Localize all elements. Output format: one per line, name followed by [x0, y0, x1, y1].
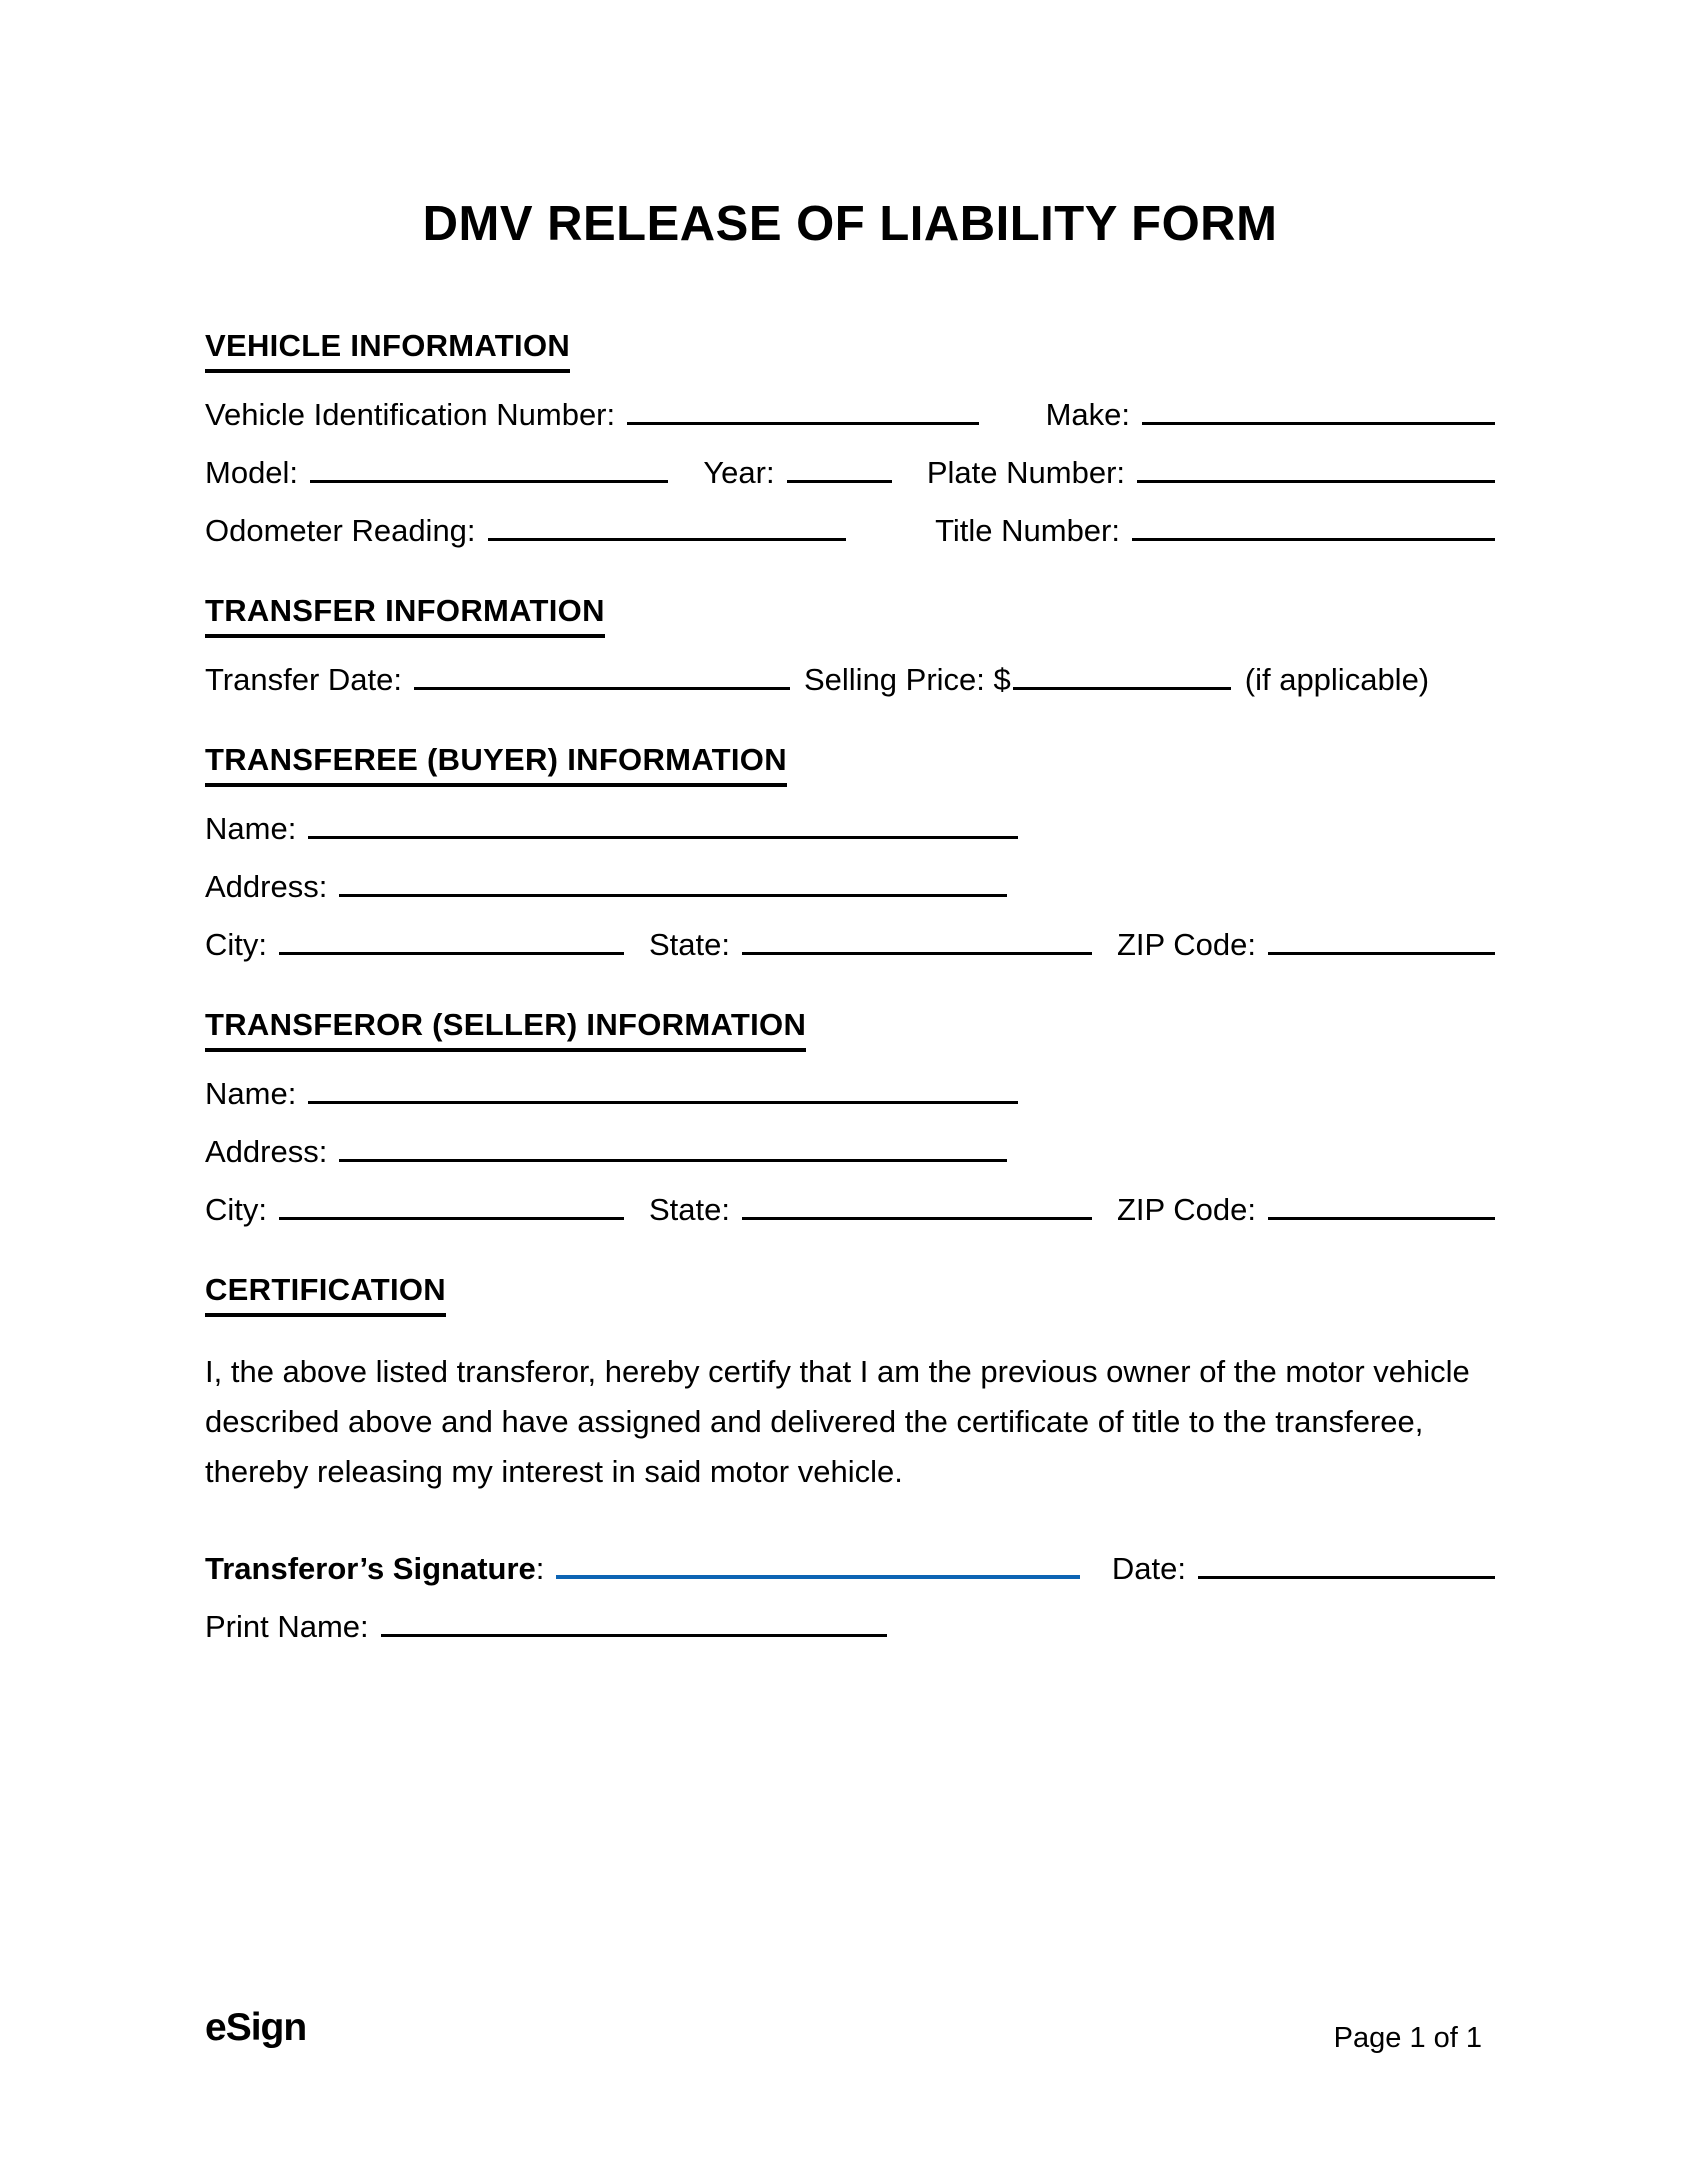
- make-label: Make:: [1045, 397, 1130, 432]
- signature-line[interactable]: [556, 1575, 1080, 1579]
- buyer-name-row: [205, 809, 1495, 849]
- title-number-label: Title Number:: [935, 513, 1120, 548]
- seller-state-line[interactable]: [742, 1216, 1092, 1220]
- document-title: DMV RELEASE OF LIABILITY FORM: [422, 197, 1278, 251]
- seller-city-label: City:: [205, 1192, 267, 1227]
- certification-paragraph: I, the above listed transferor, hereby certify that I am the previous owner of the motor vehicle described above and have assigned and delivered the certificate of title to the transferee, thereby releasing my interest in said motor vehicle.: [205, 1354, 1470, 1489]
- signature-label-bold: Transferor’s Signature: [205, 1551, 536, 1586]
- vin-line[interactable]: [627, 421, 979, 425]
- model-line[interactable]: [310, 479, 668, 483]
- buyer-state-line[interactable]: [742, 951, 1092, 955]
- year-line[interactable]: [787, 479, 892, 483]
- section-heading-vehicle: VEHICLE INFORMATION: [205, 326, 570, 373]
- section-heading-certification: CERTIFICATION: [205, 1270, 446, 1317]
- section-heading-seller: TRANSFEROR (SELLER) INFORMATION: [205, 1005, 806, 1052]
- buyer-city-state-zip-row: [205, 925, 1495, 965]
- seller-address-row: [205, 1132, 1495, 1172]
- buyer-name-line[interactable]: [308, 835, 1018, 839]
- seller-zip-line[interactable]: [1268, 1216, 1495, 1220]
- selling-price-line[interactable]: [1013, 686, 1231, 690]
- date-label: Date:: [1111, 1551, 1186, 1586]
- signature-label-colon: :: [535, 1551, 545, 1586]
- seller-zip-label: ZIP Code:: [1116, 1192, 1256, 1227]
- vin-label: Vehicle Identification Number:: [205, 397, 616, 432]
- date-line[interactable]: [1198, 1575, 1495, 1579]
- seller-name-label: Name:: [205, 1076, 297, 1111]
- signature-date-row: [205, 1549, 1495, 1589]
- print-name-label: Print Name:: [205, 1609, 369, 1644]
- selling-price-label: Selling Price: $: [803, 662, 1011, 697]
- buyer-state-label: State:: [648, 927, 730, 962]
- esign-logo: eSign: [205, 2006, 307, 2049]
- year-label: Year:: [703, 455, 775, 490]
- title-number-line[interactable]: [1132, 537, 1495, 541]
- odometer-label: Odometer Reading:: [205, 513, 476, 548]
- seller-name-row: [205, 1074, 1495, 1114]
- seller-city-line[interactable]: [279, 1216, 624, 1220]
- buyer-city-label: City:: [205, 927, 267, 962]
- vehicle-row-model-year-plate: [205, 453, 1495, 493]
- seller-address-label: Address:: [205, 1134, 328, 1169]
- plate-number-line[interactable]: [1137, 479, 1495, 483]
- buyer-address-line[interactable]: [339, 893, 1007, 897]
- vehicle-row-vin-make: [205, 395, 1495, 435]
- signature-label: [205, 1549, 544, 1589]
- if-applicable-label: (if applicable): [1244, 662, 1430, 697]
- vehicle-row-odometer-title: [205, 511, 1495, 551]
- section-heading-buyer: TRANSFEREE (BUYER) INFORMATION: [205, 740, 787, 787]
- print-name-line[interactable]: [381, 1633, 887, 1637]
- buyer-address-row: [205, 867, 1495, 907]
- plate-number-label: Plate Number:: [926, 455, 1125, 490]
- transfer-date-line[interactable]: [414, 686, 790, 690]
- buyer-name-label: Name:: [205, 811, 297, 846]
- buyer-zip-label: ZIP Code:: [1116, 927, 1256, 962]
- seller-state-label: State:: [648, 1192, 730, 1227]
- odometer-line[interactable]: [488, 537, 846, 541]
- print-name-row: [205, 1607, 1495, 1647]
- transfer-row: [205, 660, 1495, 700]
- seller-name-line[interactable]: [308, 1100, 1018, 1104]
- transfer-date-label: Transfer Date:: [205, 662, 402, 697]
- buyer-zip-line[interactable]: [1268, 951, 1495, 955]
- page-indicator: Page 1 of 1: [1333, 2022, 1482, 2054]
- seller-city-state-zip-row: [205, 1190, 1495, 1230]
- buyer-address-label: Address:: [205, 869, 328, 904]
- buyer-city-line[interactable]: [279, 951, 624, 955]
- model-label: Model:: [205, 455, 299, 490]
- make-line[interactable]: [1142, 421, 1495, 425]
- section-heading-transfer: TRANSFER INFORMATION: [205, 591, 605, 638]
- seller-address-line[interactable]: [339, 1158, 1007, 1162]
